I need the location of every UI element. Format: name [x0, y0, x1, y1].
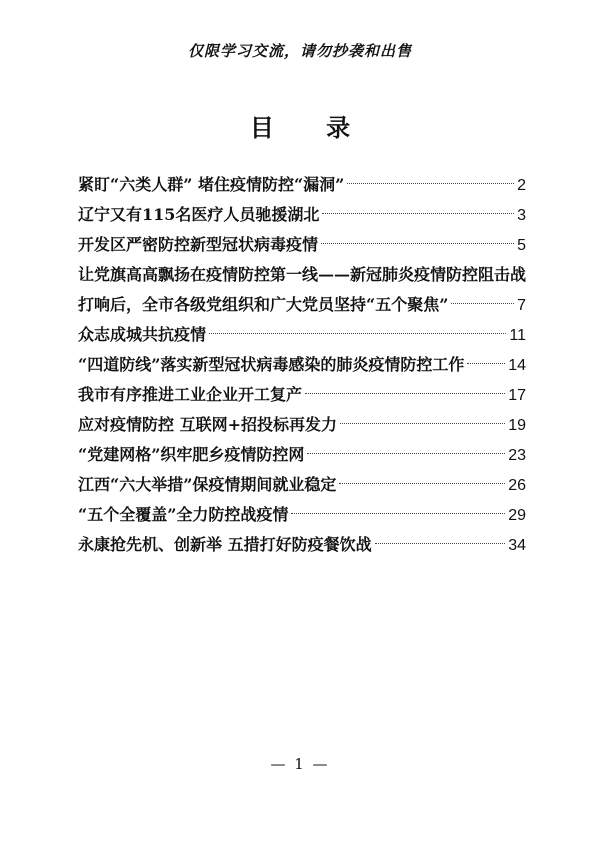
- toc-entry[interactable]: [78, 260, 526, 320]
- toc-entry-page: 5: [517, 237, 526, 254]
- toc-entry-title: 江西“六大举措”保疫情期间就业稳定: [78, 475, 337, 494]
- toc-entry-title: 应对疫情防控 互联网+招投标再发力: [78, 415, 337, 434]
- toc-entry[interactable]: [78, 170, 526, 200]
- toc-entry-page: 2: [517, 177, 526, 194]
- dot-leader: [339, 483, 505, 484]
- header-note: 仅限学习交流，请勿抄袭和出售: [187, 42, 412, 60]
- toc-entry-page: 11: [509, 327, 526, 344]
- dot-leader: [321, 243, 514, 244]
- toc-entry[interactable]: [78, 440, 526, 470]
- toc-entry[interactable]: [78, 230, 526, 260]
- dot-leader: [451, 303, 514, 304]
- toc-entry-page: 34: [508, 537, 526, 554]
- toc-entry-title: 我市有序推进工业企业开工复产: [78, 385, 303, 404]
- toc-entry[interactable]: [78, 470, 526, 500]
- toc-entry-title-line1: 让党旗高高飘扬在疫情防控第一线——新冠肺炎疫情防控阻击战: [78, 265, 527, 284]
- toc-entry[interactable]: [78, 500, 526, 530]
- toc-entry-page: 19: [508, 417, 526, 434]
- dot-leader: [340, 423, 505, 424]
- toc-entry[interactable]: [78, 350, 526, 380]
- toc-entry-title: 辽宁又有115名医疗人员驰援湖北: [78, 205, 320, 224]
- toc-entry-title: 永康抢先机、创新举 五措打好防疫餐饮战: [78, 535, 372, 554]
- toc-entry-title: “四道防线”落实新型冠状病毒感染的肺炎疫情防控工作: [78, 355, 465, 374]
- toc-entry-page: 7: [517, 297, 526, 314]
- toc-entry-page: 3: [517, 207, 526, 224]
- toc-entry-page: 17: [508, 387, 526, 404]
- dot-leader: [307, 453, 505, 454]
- toc-entry-title: 众志成城共抗疫情: [78, 325, 207, 344]
- toc-entry-page: 29: [508, 507, 526, 524]
- dot-leader: [209, 333, 506, 334]
- toc-entry-page: 26: [508, 477, 526, 494]
- toc-entry-page: 23: [508, 447, 526, 464]
- dot-leader: [322, 213, 514, 214]
- toc-entry-title: “五个全覆盖”全力防控战疫情: [78, 505, 289, 524]
- dot-leader: [291, 513, 505, 514]
- toc-entry-page: 14: [508, 357, 526, 374]
- toc-entry[interactable]: [78, 320, 526, 350]
- toc-entry-title: 紧盯“六类人群” 堵住疫情防控“漏洞”: [78, 175, 345, 194]
- toc-entry[interactable]: [78, 530, 526, 560]
- dot-leader: [375, 543, 506, 544]
- toc-entry-title: “党建网格”织牢肥乡疫情防控网: [78, 445, 305, 464]
- toc-entry[interactable]: [78, 380, 526, 410]
- dot-leader: [467, 363, 505, 364]
- page-number: — 1 —: [270, 755, 330, 773]
- toc-entry-title-line2: 打响后，全市各级党组织和广大党员坚持“五个聚焦”: [78, 295, 449, 314]
- page-title: 目 录: [249, 113, 373, 142]
- table-of-contents: [78, 170, 526, 560]
- toc-entry-title: 开发区严密防控新型冠状病毒疫情: [78, 235, 319, 254]
- toc-entry[interactable]: [78, 410, 526, 440]
- toc-entry[interactable]: [78, 200, 526, 230]
- dot-leader: [347, 183, 514, 184]
- dot-leader: [305, 393, 505, 394]
